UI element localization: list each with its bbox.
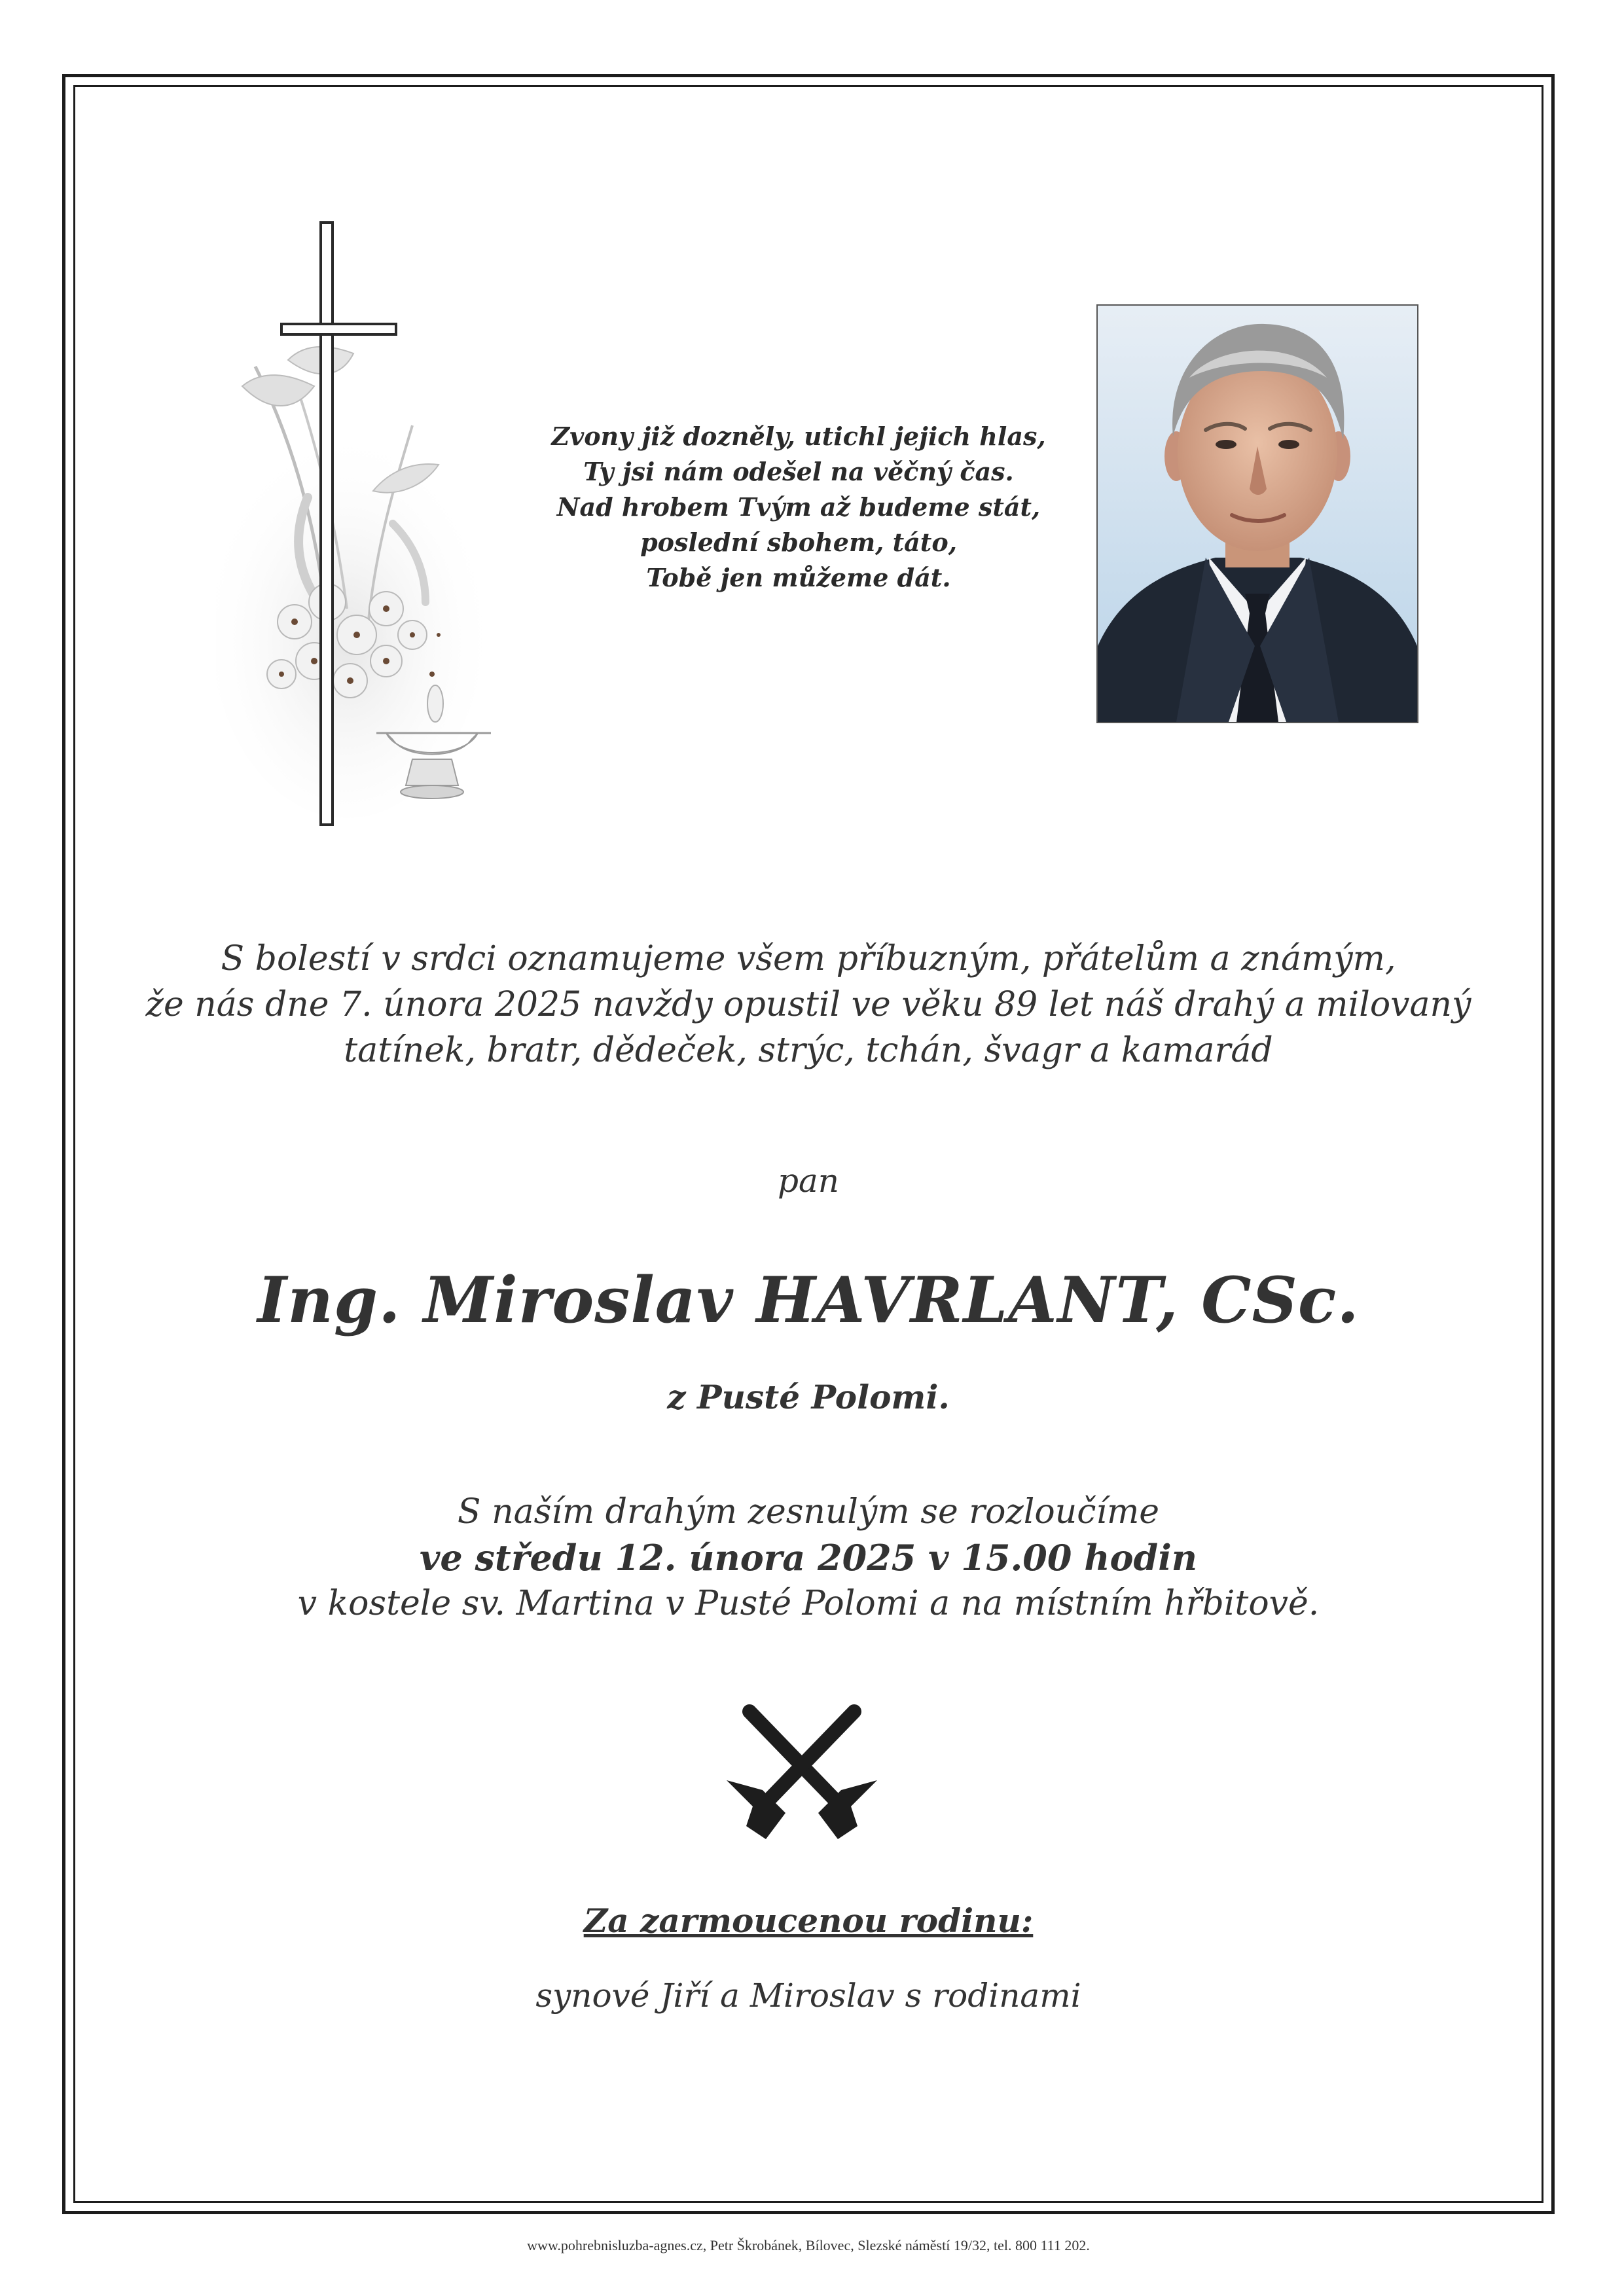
announcement bbox=[85, 936, 1532, 1073]
ceremony-place: v kostele sv. Martina v Pusté Polomi a na místním hřbitově. bbox=[297, 1584, 1320, 1623]
poem-line: poslední sbohem, táto, bbox=[640, 528, 957, 557]
poem-line: Tobě jen můžeme dát. bbox=[646, 563, 951, 592]
poem-line: Nad hrobem Tvým až budeme stát, bbox=[556, 492, 1041, 522]
ceremony-details bbox=[85, 1489, 1532, 1626]
footer-contact: www.pohrebnisluzba-agnes.cz, Petr Škrobánek, Bílovec, Slezské náměstí 19/32, tel. 800 111 202. bbox=[527, 2237, 1090, 2253]
announcement-line: S bolestí v srdci oznamujeme všem příbuzným, přátelům a známým, bbox=[221, 939, 1396, 978]
family-members: synové Jiří a Miroslav s rodinami bbox=[535, 1977, 1081, 2015]
poem bbox=[497, 419, 1100, 596]
deceased-name: Ing. Miroslav HAVRLANT, CSc. bbox=[257, 1263, 1360, 1337]
crossed-hammers-icon bbox=[723, 1698, 880, 1849]
deceased-origin: z Pusté Polomi. bbox=[667, 1378, 950, 1416]
poem-line: Zvony již dozněly, utichl jejich hlas, bbox=[551, 422, 1046, 451]
portrait-photo bbox=[1096, 304, 1418, 723]
announcement-line: že nás dne 7. února 2025 navždy opustil ve věku 89 let náš drahý a milovaný bbox=[145, 985, 1471, 1024]
poem-line: Ty jsi nám odešel na věčný čas. bbox=[583, 457, 1014, 486]
ceremony-datetime: ve středu 12. února 2025 v 15.00 hodin bbox=[420, 1537, 1197, 1579]
cross-with-lilies-icon bbox=[216, 216, 517, 831]
announcement-line: tatínek, bratr, dědeček, strýc, tchán, švagr a kamarád bbox=[344, 1031, 1273, 1070]
ceremony-intro: S naším drahým zesnulým se rozloučíme bbox=[457, 1492, 1160, 1532]
salutation: pan bbox=[777, 1162, 840, 1200]
family-heading: Za zarmoucenou rodinu: bbox=[583, 1901, 1034, 1940]
